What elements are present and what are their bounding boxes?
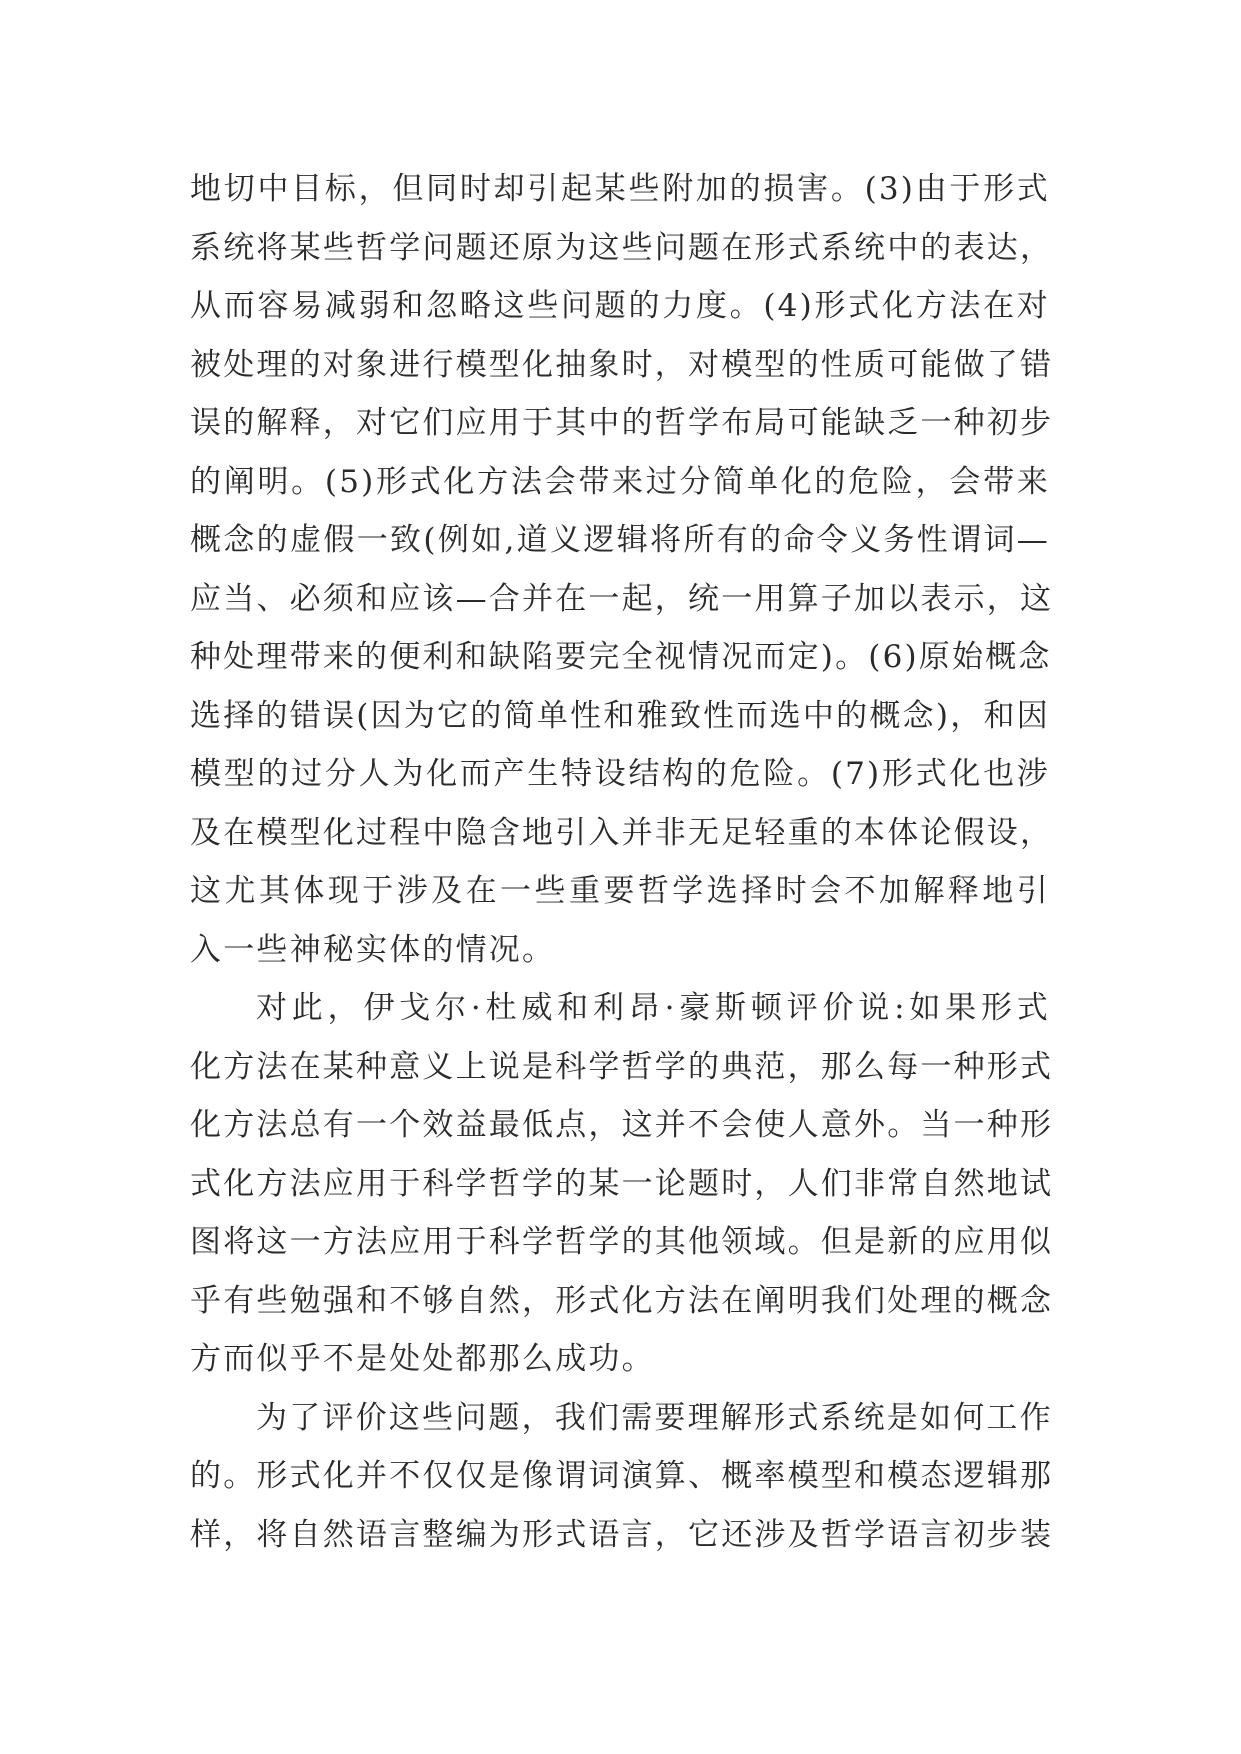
text-line: 被处理的对象进行模型化抽象时，对模型的性质可能做了错	[190, 346, 1054, 383]
text-line: 误的解释，对它们应用于其中的哲学布局可能缺乏一种初步	[190, 405, 1054, 441]
text-line: 概念的虚假一致(例如,道义逻辑将所有的命令义务性谓词—	[190, 522, 1050, 558]
text-line: 种处理带来的便利和缺陷要完全视情况而定)。(6)原始概念	[190, 639, 1052, 675]
text-line: 地切中目标，但同时却引起某些附加的损害。(3)由于形式	[190, 171, 1050, 207]
paragraph-3	[190, 1389, 1054, 1565]
text-line: 图将这一方法应用于科学哲学的其他领域。但是新的应用似	[190, 1224, 1054, 1260]
text-line: 化方法总有一个效益最低点，这并不会使人意外。当一种形	[190, 1107, 1054, 1143]
text-line: 为了评价这些问题，我们需要理解形式系统是如何工作	[256, 1399, 1053, 1436]
text-line: 的阐明。(5)形式化方法会带来过分简单化的危险，会带来	[190, 463, 1050, 500]
text-line: 式化方法应用于科学哲学的某一论题时，人们非常自然地试	[190, 1165, 1054, 1202]
text-line: 化方法在某种意义上说是科学哲学的典范，那么每一种形式	[190, 1048, 1054, 1085]
paragraph-2	[190, 979, 1054, 1389]
text-line: 入一些神秘实体的情况。	[190, 931, 556, 968]
text-line: 模型的过分人为化而产生特设结构的危险。(7)形式化也涉	[190, 756, 1050, 792]
text-line: 选择的错误(因为它的简单性和雅致性而选中的概念)，和因	[190, 697, 1050, 734]
text-line: 这尤其体现于涉及在一些重要哲学选择时会不加解释地引	[190, 873, 1050, 909]
text-line: 对此，伊戈尔·杜威和利昂·豪斯顿评价说:如果形式	[256, 990, 1050, 1026]
text-line: 系统将某些哲学问题还原为这些问题在形式系统中的表达，	[190, 229, 1054, 266]
text-line: 的。形式化并不仅仅是像谓词演算、概率模型和模态逻辑那	[190, 1458, 1054, 1494]
text-line: 及在模型化过程中隐含地引入并非无足轻重的本体论假设，	[190, 814, 1054, 851]
paragraph-1	[190, 160, 1054, 979]
text-line: 应当、必须和应该—合并在一起，统一用算子加以表示，这	[190, 580, 1054, 617]
body-text	[190, 160, 1054, 1564]
text-line: 方而似乎不是处处都那么成功。	[190, 1341, 655, 1377]
text-line: 样，将自然语言整编为形式语言，它还涉及哲学语言初步装	[190, 1516, 1054, 1553]
text-line: 乎有些勉强和不够自然，形式化方法在阐明我们处理的概念	[190, 1282, 1054, 1319]
text-line: 从而容易减弱和忽略这些问题的力度。(4)形式化方法在对	[190, 288, 1050, 324]
